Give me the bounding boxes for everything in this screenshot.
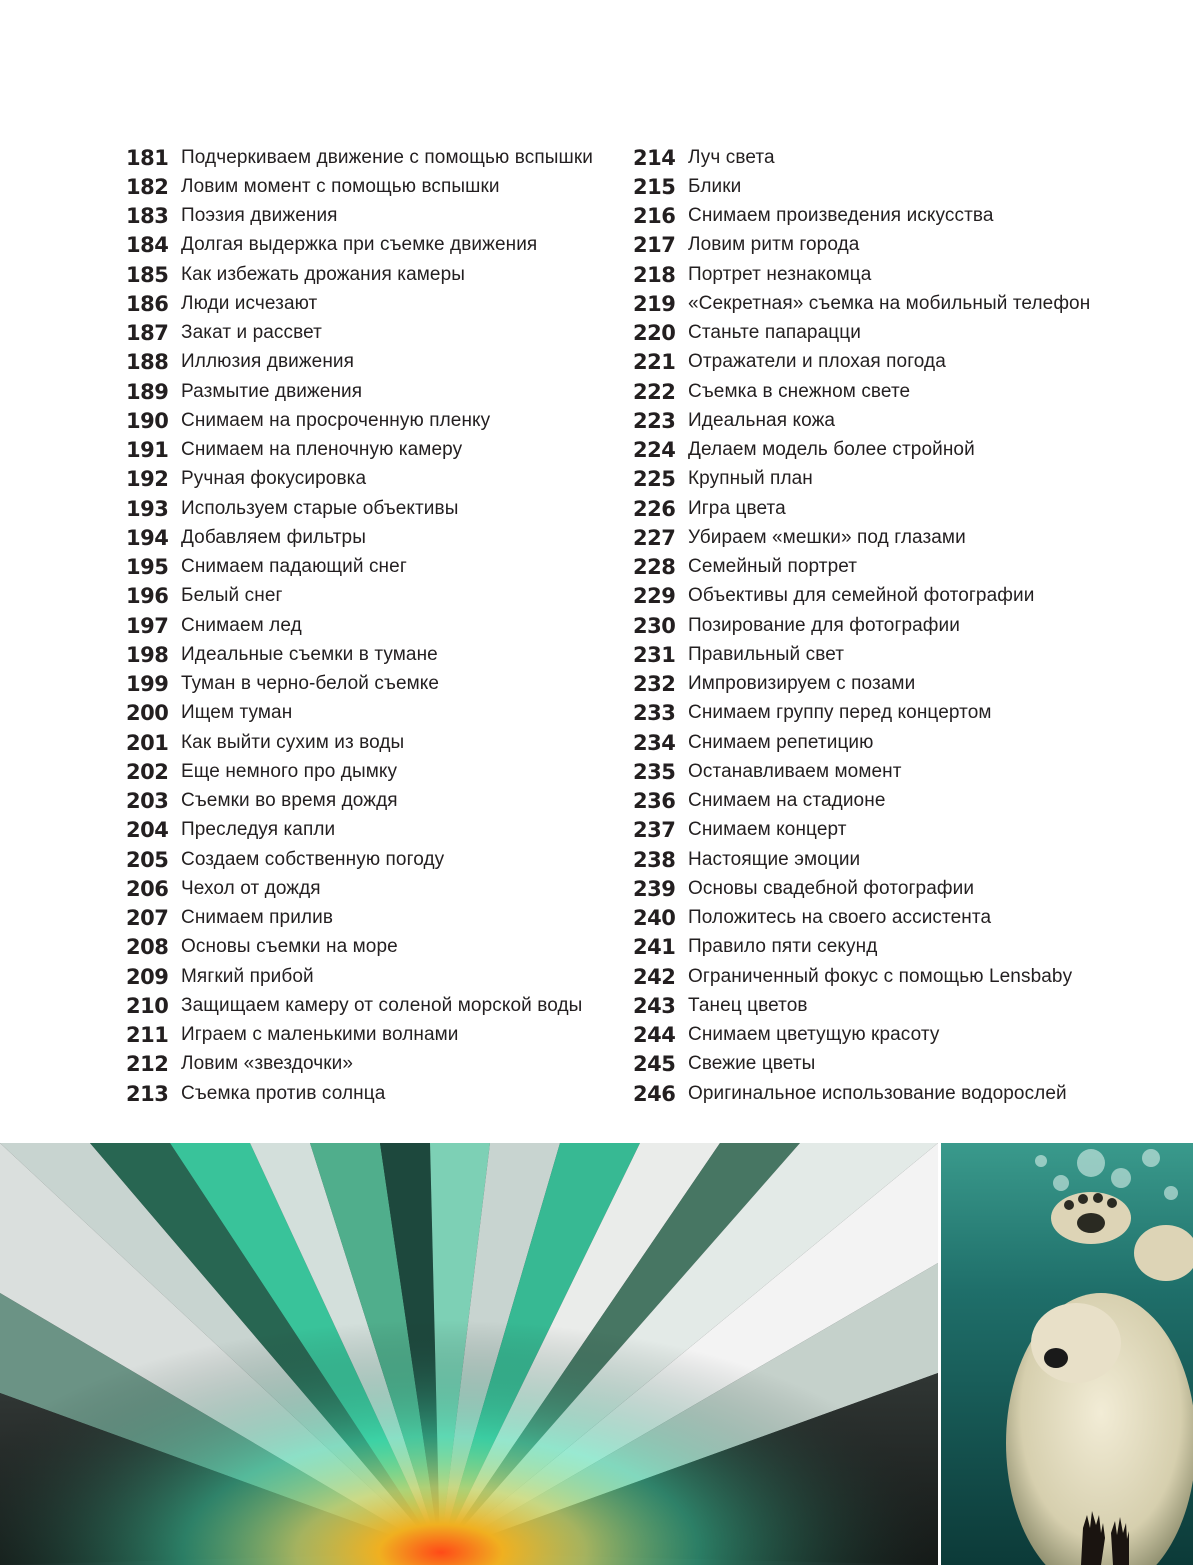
toc-entry-title: Ограниченный фокус с помощью Lensbaby [688,965,1073,987]
toc-entry-title: Долгая выдержка при съемке движения [181,234,538,256]
toc-page-number: 198 [126,642,169,667]
toc-page-number: 246 [633,1081,676,1106]
toc-entry [126,787,593,816]
toc-page-number: 227 [633,525,676,550]
toc-entry [633,728,1090,757]
toc-page-number: 190 [126,408,169,433]
toc-entry-title: Семейный портрет [688,556,858,578]
toc-entry [126,172,593,201]
toc-entry [633,611,1090,640]
toc-page-number: 236 [633,789,676,814]
toc-entry [633,1021,1090,1050]
toc-page-number: 205 [126,847,169,872]
toc-page-number: 237 [633,818,676,843]
toc-page-number: 229 [633,584,676,609]
toc-page-number: 231 [633,642,676,667]
toc-entry [633,260,1090,289]
toc-entry [126,143,593,172]
toc-entry-title: Снимаем на пленочную камеру [181,439,463,461]
toc-entry-title: Снимаем на просроченную пленку [181,409,491,431]
toc-entry-title: Ловим ритм города [688,234,860,256]
toc-page-number: 217 [633,233,676,258]
toc-page-number: 230 [633,613,676,638]
toc-entry [633,523,1090,552]
toc-entry-title: «Секретная» съемка на мобильный телефон [688,292,1091,314]
toc-entry-title: Добавляем фильтры [181,526,366,548]
toc-entry [126,757,593,786]
toc-entry [126,202,593,231]
toc-entry [126,1050,593,1079]
toc-entry [126,991,593,1020]
toc-entry-title: Снимаем концерт [688,819,847,841]
toc-entry-title: Как выйти сухим из воды [181,731,405,753]
toc-entry [633,962,1090,991]
toc-entry-title: Ловим момент с помощью вспышки [181,175,500,197]
toc-page-number: 184 [126,233,169,258]
toc-entry [126,933,593,962]
toc-entry [126,494,593,523]
toc-entry-title: Отражатели и плохая погода [688,351,946,373]
toc-page-number: 187 [126,321,169,346]
polar-bear-underwater-photo [941,1143,1193,1565]
toc-entry [633,640,1090,669]
toc-entry-title: Туман в черно-белой съемке [181,673,440,695]
toc-entry [126,319,593,348]
toc-entry-title: Импровизируем с позами [688,673,916,695]
toc-entry [126,1079,593,1108]
toc-entry-title: Съемки во время дождя [181,790,398,812]
toc-entry-title: Идеальные съемки в тумане [181,643,438,665]
toc-entry-title: Снимаем группу перед концертом [688,702,992,724]
toc-page-number: 196 [126,584,169,609]
toc-entry-title: Еще немного про дымку [181,760,398,782]
toc-entry [126,699,593,728]
toc-entry-title: Снимаем на стадионе [688,790,886,812]
toc-entry-title: Снимаем лед [181,614,302,636]
toc-page-number: 194 [126,525,169,550]
toc-entry [126,377,593,406]
toc-entry-title: Ищем туман [181,702,293,724]
toc-entry-title: Объективы для семейной фотографии [688,585,1035,607]
toc-page-number: 204 [126,818,169,843]
toc-page-number: 195 [126,555,169,580]
toc-page-number: 188 [126,350,169,375]
toc-page-number: 233 [633,701,676,726]
toc-entry [633,845,1090,874]
toc-entry-title: Оригинальное использование водорослей [688,1082,1067,1104]
toc-page-number: 197 [126,613,169,638]
toc-entry-title: Снимаем прилив [181,907,334,929]
toc-entry-title: Снимаем падающий снег [181,556,407,578]
toc-entry [126,348,593,377]
toc-entry-title: Преследуя капли [181,819,336,841]
toc-entry-title: Настоящие эмоции [688,848,861,870]
toc-entry [633,289,1090,318]
toc-entry-title: Танец цветов [688,994,808,1016]
toc-entry-title: Снимаем цветущую красоту [688,1024,940,1046]
toc-entry [633,874,1090,903]
toc-page-number: 238 [633,847,676,872]
toc-entry [633,465,1090,494]
toc-entry [633,348,1090,377]
toc-entry [633,231,1090,260]
toc-entry-title: Создаем собственную погоду [181,848,445,870]
toc-page-number: 226 [633,496,676,521]
toc-page-number: 212 [126,1052,169,1077]
toc-page-number: 203 [126,789,169,814]
toc-page-number: 244 [633,1023,676,1048]
toc-page-number: 199 [126,672,169,697]
toc-entry-title: Луч света [688,146,775,168]
toc-page-number: 185 [126,262,169,287]
toc-entry [633,757,1090,786]
toc-page-number: 216 [633,204,676,229]
toc-entry [126,874,593,903]
toc-page-number: 225 [633,467,676,492]
toc-entry [633,670,1090,699]
toc-entry-title: Правило пяти секунд [688,936,878,958]
toc-entry [126,816,593,845]
toc-entry-title: Портрет незнакомца [688,263,872,285]
toc-entry-title: Иллюзия движения [181,351,355,373]
toc-entry-title: Поэзия движения [181,205,338,227]
toc-page-number: 220 [633,321,676,346]
toc-page-number: 223 [633,408,676,433]
toc-page-number: 208 [126,935,169,960]
toc-entry-title: Правильный свет [688,643,845,665]
toc-entry [633,699,1090,728]
toc-entry [126,1021,593,1050]
toc-entry [633,377,1090,406]
toc-entry-title: Делаем модель более стройной [688,439,975,461]
toc-entry-title: Останавливаем момент [688,760,902,782]
toc-entry-title: Как избежать дрожания камеры [181,263,466,285]
toc-entry-title: Позирование для фотографии [688,614,960,636]
toc-entry [126,289,593,318]
toc-entry [633,1050,1090,1079]
toc-page-number: 191 [126,438,169,463]
toc-entry [126,904,593,933]
toc-entry [126,670,593,699]
toc-page-number: 235 [633,759,676,784]
toc-entry-title: Люди исчезают [181,292,318,314]
toc-page-number: 181 [126,145,169,170]
toc-entry-title: Блики [688,175,742,197]
toc-entry [633,816,1090,845]
toc-entry [126,260,593,289]
toc-page-number: 228 [633,555,676,580]
toc-page-number: 242 [633,964,676,989]
toc-entry-title: Снимаем репетицию [688,731,874,753]
toc-entry [633,582,1090,611]
toc-entry-title: Мягкий прибой [181,965,314,987]
toc-page-number: 234 [633,730,676,755]
light-tunnel-image [0,1143,938,1565]
toc-entry [633,319,1090,348]
toc-entry-title: Белый снег [181,585,283,607]
toc-page-number: 214 [633,145,676,170]
toc-entry-title: Съемка против солнца [181,1082,386,1104]
toc-page-number: 202 [126,759,169,784]
toc-entry [126,582,593,611]
toc-entry [126,553,593,582]
toc-entry [633,494,1090,523]
toc-page-number: 201 [126,730,169,755]
toc-entry-title: Ручная фокусировка [181,468,367,490]
toc-page-number: 218 [633,262,676,287]
toc-entry-title: Чехол от дождя [181,877,321,899]
toc-page-number: 193 [126,496,169,521]
toc-page-number: 219 [633,291,676,316]
toc-page-number: 243 [633,993,676,1018]
toc-page-number: 224 [633,438,676,463]
toc-entry [633,553,1090,582]
toc-entry-title: Станьте папарацци [688,322,861,344]
toc-page-number: 240 [633,906,676,931]
toc-page-number: 239 [633,876,676,901]
toc-entry [126,465,593,494]
table-of-contents [0,143,1193,1123]
toc-entry [126,231,593,260]
toc-entry-title: Защищаем камеру от соленой морской воды [181,994,583,1016]
toc-entry-title: Свежие цветы [688,1053,816,1075]
toc-entry [633,143,1090,172]
toc-entry-title: Убираем «мешки» под глазами [688,526,966,548]
toc-page-number: 186 [126,291,169,316]
toc-page-number: 232 [633,672,676,697]
toc-page-number: 192 [126,467,169,492]
toc-page-number: 221 [633,350,676,375]
toc-entry-title: Подчеркиваем движение с помощью вспышки [181,146,593,168]
toc-entry [633,406,1090,435]
toc-page-number: 207 [126,906,169,931]
toc-entry-title: Идеальная кожа [688,409,836,431]
toc-page-number: 182 [126,174,169,199]
toc-entry [126,640,593,669]
toc-page-number: 183 [126,204,169,229]
toc-entry [126,845,593,874]
toc-page-number: 215 [633,174,676,199]
toc-entry-title: Закат и рассвет [181,322,322,344]
light-tunnel-photo [0,1143,938,1565]
toc-entry [633,904,1090,933]
toc-page-number: 245 [633,1052,676,1077]
toc-entry-title: Используем старые объективы [181,497,459,519]
toc-page-number: 241 [633,935,676,960]
toc-page-number: 209 [126,964,169,989]
toc-entry [126,962,593,991]
toc-entry-title: Съемка в снежном свете [688,380,911,402]
toc-entry-title: Ловим «звездочки» [181,1053,354,1075]
toc-page-number: 213 [126,1081,169,1106]
toc-entry-title: Игра цвета [688,497,786,519]
toc-entry-title: Основы съемки на море [181,936,398,958]
toc-entry [126,728,593,757]
toc-page-number: 206 [126,876,169,901]
toc-entry [633,202,1090,231]
toc-entry-title: Снимаем произведения искусства [688,205,994,227]
toc-entry [126,406,593,435]
toc-page-number: 211 [126,1023,169,1048]
toc-entry-title: Играем с маленькими волнами [181,1024,459,1046]
toc-entry [633,933,1090,962]
toc-page-number: 210 [126,993,169,1018]
toc-entry [633,787,1090,816]
polar-bear-image [941,1143,1193,1565]
toc-entry [633,991,1090,1020]
toc-entry [126,611,593,640]
toc-entry [633,1079,1090,1108]
toc-entry [126,436,593,465]
toc-entry-title: Основы свадебной фотографии [688,877,975,899]
toc-column-left [126,143,593,1108]
toc-entry [633,172,1090,201]
toc-entry-title: Крупный план [688,468,813,490]
toc-page-number: 200 [126,701,169,726]
toc-page-number: 189 [126,379,169,404]
toc-page-number: 222 [633,379,676,404]
toc-entry-title: Размытие движения [181,380,363,402]
toc-entry [633,436,1090,465]
toc-entry [126,523,593,552]
toc-entry-title: Положитесь на своего ассистента [688,907,992,929]
toc-column-right [633,143,1090,1108]
